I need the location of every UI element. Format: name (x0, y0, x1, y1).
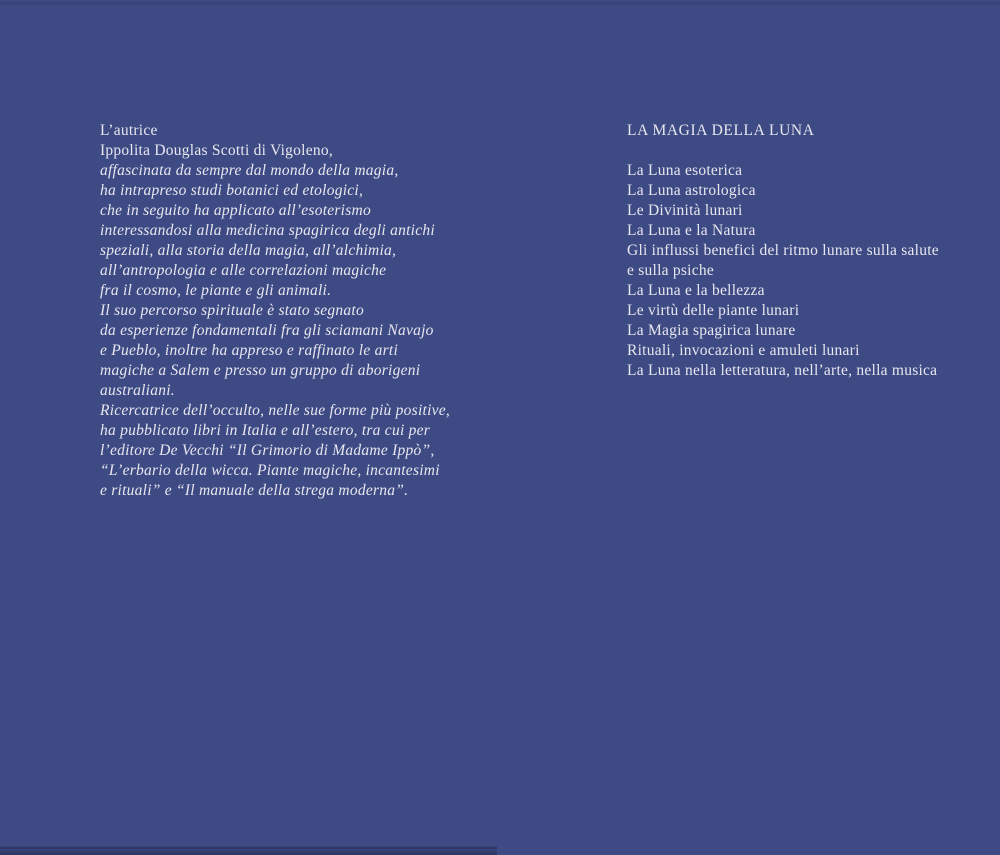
contents-column (627, 121, 947, 381)
contents-item: La Luna e la bellezza (627, 282, 765, 299)
author-bio-line: interessandosi alla medicina spagirica degli antichi (100, 222, 435, 239)
author-bio-line: Il suo percorso spirituale è stato segnato (100, 302, 364, 319)
author-bio-line: l’editore De Vecchi “Il Grimorio di Madame Ippò”, (100, 442, 435, 459)
contents-item: e sulla psiche (627, 262, 715, 279)
contents-item: La Luna nella letteratura, nell’arte, nella musica (627, 362, 938, 379)
contents-item: La Luna esoterica (627, 162, 743, 179)
author-bio-line: che in seguito ha applicato all’esoterismo (100, 202, 371, 219)
author-bio-line: all’antropologia e alle correlazioni magiche (100, 262, 387, 279)
page-bottom-edge (0, 846, 497, 855)
contents-item: Le virtù delle piante lunari (627, 302, 800, 319)
author-bio-line: ha intrapreso studi botanici ed etologici, (100, 182, 364, 199)
contents-item: La Luna e la Natura (627, 222, 756, 239)
author-bio-line: affascinata da sempre dal mondo della magia, (100, 162, 399, 179)
author-bio (100, 161, 460, 501)
author-bio-line: ha pubblicato libri in Italia e all’estero, tra cui per (100, 422, 431, 439)
author-column (100, 121, 460, 501)
author-bio-line: e rituali” e “Il manuale della strega moderna”. (100, 482, 409, 499)
contents-list (627, 161, 947, 381)
contents-item: Rituali, invocazioni e amuleti lunari (627, 342, 860, 359)
contents-item: Gli influssi benefici del ritmo lunare sulla salute (627, 242, 939, 259)
author-bio-line: australiani. (100, 382, 175, 399)
author-name: Ippolita Douglas Scotti di Vigoleno, (100, 142, 333, 159)
author-bio-line: da esperienze fondamentali fra gli sciamani Navajo (100, 322, 434, 339)
author-bio-line: magiche a Salem e presso un gruppo di aborigeni (100, 362, 421, 379)
author-label: L’autrice (100, 122, 158, 139)
contents-item: La Magia spagirica lunare (627, 322, 796, 339)
contents-item: Le Divinità lunari (627, 202, 743, 219)
author-bio-line: speziali, alla storia della magia, all’alchimia, (100, 242, 397, 259)
author-bio-line: fra il cosmo, le piante e gli animali. (100, 282, 332, 299)
contents-item: La Luna astrologica (627, 182, 756, 199)
author-bio-line: Ricercatrice dell’occulto, nelle sue forme più positive, (100, 402, 451, 419)
contents-title: LA MAGIA DELLA LUNA (627, 122, 815, 139)
author-bio-line: “L’erbario della wicca. Piante magiche, incantesimi (100, 462, 440, 479)
page-top-edge (0, 2, 1000, 6)
author-bio-line: e Pueblo, inoltre ha appreso e raffinato le arti (100, 342, 399, 359)
